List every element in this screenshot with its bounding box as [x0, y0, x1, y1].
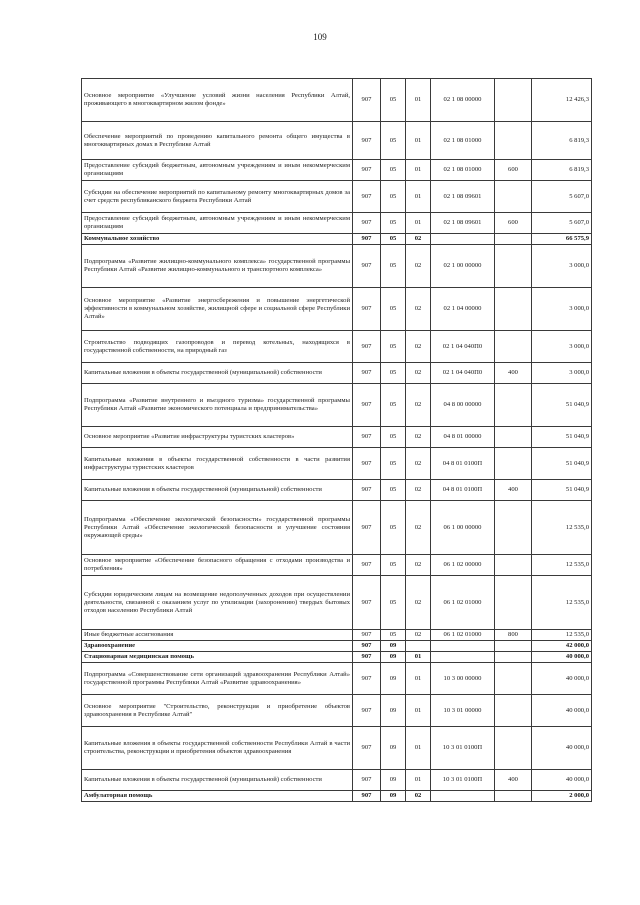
- cell-vr: [495, 122, 532, 160]
- cell-vr: [495, 331, 532, 363]
- cell-pr: 02: [406, 480, 431, 501]
- cell-vr: 400: [495, 770, 532, 791]
- cell-ved: 907: [353, 652, 381, 663]
- cell-rz: 05: [381, 288, 406, 331]
- cell-pr: 01: [406, 79, 431, 122]
- cell-csr: 06 1 02 00000: [431, 555, 495, 576]
- cell-vr: [495, 727, 532, 770]
- cell-ved: 907: [353, 160, 381, 181]
- cell-pr: 01: [406, 160, 431, 181]
- cell-pr: 01: [406, 695, 431, 727]
- table-row: [82, 641, 592, 652]
- cell-rz: 05: [381, 122, 406, 160]
- cell-name: Коммунальное хозяйство: [82, 234, 353, 245]
- cell-ved: 907: [353, 501, 381, 555]
- cell-pr: 01: [406, 213, 431, 234]
- cell-ved: 907: [353, 331, 381, 363]
- cell-sum: 5 607,0: [532, 181, 592, 213]
- table-row: [82, 245, 592, 288]
- table-row: [82, 160, 592, 181]
- cell-sum: 12 535,0: [532, 501, 592, 555]
- table-row: [82, 234, 592, 245]
- cell-ved: 907: [353, 448, 381, 480]
- cell-ved: 907: [353, 576, 381, 630]
- cell-csr: [431, 234, 495, 245]
- cell-vr: [495, 448, 532, 480]
- cell-pr: 02: [406, 630, 431, 641]
- table-row: [82, 501, 592, 555]
- table-row: [82, 576, 592, 630]
- cell-csr: 02 1 04 040П0: [431, 363, 495, 384]
- cell-pr: 02: [406, 331, 431, 363]
- cell-vr: [495, 695, 532, 727]
- table-row: [82, 480, 592, 501]
- cell-sum: 40 000,0: [532, 770, 592, 791]
- cell-vr: 400: [495, 480, 532, 501]
- table-row: [82, 122, 592, 160]
- cell-vr: 800: [495, 630, 532, 641]
- cell-vr: [495, 555, 532, 576]
- cell-rz: 05: [381, 555, 406, 576]
- cell-rz: 05: [381, 331, 406, 363]
- table-row: [82, 448, 592, 480]
- cell-name: Подпрограмма «Развитие жилищно-коммунального комплекса» государственной программы Республики Алтай «Развитие жилищно-коммунального и транспортного комплекса»: [82, 245, 353, 288]
- cell-sum: 12 535,0: [532, 630, 592, 641]
- cell-vr: [495, 181, 532, 213]
- cell-pr: 01: [406, 663, 431, 695]
- cell-csr: 04 8 01 00000: [431, 427, 495, 448]
- cell-pr: 02: [406, 288, 431, 331]
- cell-csr: 10 3 01 0100П: [431, 770, 495, 791]
- cell-rz: 05: [381, 363, 406, 384]
- budget-table: [81, 78, 592, 802]
- cell-vr: 400: [495, 363, 532, 384]
- cell-ved: 907: [353, 427, 381, 448]
- cell-name: Субсидии юридическим лицам на возмещение недополученных доходов при осуществлении деятельности, связанной с оказанием услуг по утилизации (захоронению) твердых бытовых отходов населению Республики Алтай: [82, 576, 353, 630]
- cell-vr: [495, 641, 532, 652]
- cell-rz: 05: [381, 181, 406, 213]
- table-row: [82, 727, 592, 770]
- cell-sum: 3 000,0: [532, 288, 592, 331]
- cell-rz: 05: [381, 245, 406, 288]
- cell-ved: 907: [353, 384, 381, 427]
- cell-pr: 02: [406, 384, 431, 427]
- cell-ved: 907: [353, 630, 381, 641]
- cell-vr: [495, 234, 532, 245]
- cell-ved: 907: [353, 555, 381, 576]
- cell-vr: [495, 79, 532, 122]
- cell-sum: 3 000,0: [532, 331, 592, 363]
- cell-csr: 04 8 00 00000: [431, 384, 495, 427]
- cell-vr: [495, 663, 532, 695]
- cell-vr: [495, 652, 532, 663]
- cell-pr: 01: [406, 122, 431, 160]
- cell-rz: 09: [381, 727, 406, 770]
- cell-csr: 02 1 08 09601: [431, 213, 495, 234]
- cell-rz: 09: [381, 791, 406, 802]
- cell-vr: [495, 576, 532, 630]
- table-row: [82, 695, 592, 727]
- cell-name: Обеспечение мероприятий по проведению капитального ремонта общего имущества в многоквартирных домах в Республике Алтай: [82, 122, 353, 160]
- cell-rz: 05: [381, 501, 406, 555]
- cell-vr: [495, 427, 532, 448]
- cell-name: Строительство подводящих газопроводов и перевод котельных, находящихся в государственной собственности, на природный газ: [82, 331, 353, 363]
- cell-pr: 02: [406, 576, 431, 630]
- cell-rz: 09: [381, 770, 406, 791]
- cell-pr: 02: [406, 245, 431, 288]
- cell-sum: 6 819,3: [532, 160, 592, 181]
- cell-sum: 51 040,9: [532, 384, 592, 427]
- cell-name: Капитальные вложения в объекты государственной собственности Республики Алтай в части строительства, реконструкции и приобретения объектов здравоохранения: [82, 727, 353, 770]
- cell-ved: 907: [353, 363, 381, 384]
- cell-csr: 02 1 08 01000: [431, 160, 495, 181]
- cell-name: Субсидии на обеспечение мероприятий по капитальному ремонту многоквартирных домов за счет средств республиканского бюджета Республики Алтай: [82, 181, 353, 213]
- cell-name: Капитальные вложения в объекты государственной собственности в части развития инфраструктуры туристских кластеров: [82, 448, 353, 480]
- cell-pr: 02: [406, 448, 431, 480]
- table-row: [82, 181, 592, 213]
- cell-ved: 907: [353, 245, 381, 288]
- table-row: [82, 555, 592, 576]
- cell-rz: 05: [381, 427, 406, 448]
- cell-ved: 907: [353, 234, 381, 245]
- cell-sum: 6 819,3: [532, 122, 592, 160]
- cell-sum: 12 535,0: [532, 555, 592, 576]
- cell-rz: 05: [381, 480, 406, 501]
- table-row: [82, 384, 592, 427]
- cell-name: Основное мероприятие "Строительство, реконструкция и приобретение объектов здравоохранения в Республике Алтай": [82, 695, 353, 727]
- cell-csr: 02 1 04 040П0: [431, 331, 495, 363]
- table-row: [82, 663, 592, 695]
- cell-ved: 907: [353, 79, 381, 122]
- cell-pr: 01: [406, 770, 431, 791]
- cell-csr: 02 1 04 00000: [431, 288, 495, 331]
- cell-csr: [431, 652, 495, 663]
- table-row: [82, 79, 592, 122]
- cell-name: Подпрограмма «Совершенствование сети организаций здравоохранения Республики Алтай» государственной программы Республики Алтай «Развитие здравоохранения»: [82, 663, 353, 695]
- cell-csr: 10 3 00 00000: [431, 663, 495, 695]
- cell-pr: 02: [406, 234, 431, 245]
- cell-pr: 02: [406, 363, 431, 384]
- cell-name: Стационарная медицинская помощь: [82, 652, 353, 663]
- cell-sum: 3 000,0: [532, 245, 592, 288]
- cell-ved: 907: [353, 641, 381, 652]
- cell-sum: 51 040,9: [532, 480, 592, 501]
- cell-rz: 05: [381, 448, 406, 480]
- cell-rz: 09: [381, 652, 406, 663]
- cell-vr: [495, 288, 532, 331]
- cell-rz: 05: [381, 384, 406, 427]
- cell-name: Предоставление субсидий бюджетным, автономным учреждениям и иным некоммерческим организациям: [82, 213, 353, 234]
- page-number: 109: [313, 32, 327, 42]
- cell-name: Основное мероприятие «Улучшение условий жизни населения Республики Алтай, проживающего в многоквартирном жилом фонде»: [82, 79, 353, 122]
- cell-name: Основное мероприятие «Развитие инфраструктуры туристских кластеров»: [82, 427, 353, 448]
- cell-name: Иные бюджетные ассигнования: [82, 630, 353, 641]
- cell-ved: 907: [353, 213, 381, 234]
- cell-sum: 66 575,9: [532, 234, 592, 245]
- cell-sum: 42 000,0: [532, 641, 592, 652]
- cell-rz: 05: [381, 234, 406, 245]
- cell-csr: 10 3 01 0100П: [431, 727, 495, 770]
- cell-ved: 907: [353, 663, 381, 695]
- cell-csr: 04 8 01 0100П: [431, 480, 495, 501]
- cell-rz: 05: [381, 213, 406, 234]
- cell-name: Подпрограмма «Обеспечение экологической безопасности» государственной программы Республики Алтай «Обеспечение экологической безопасности и улучшение состояния окружающей среды»: [82, 501, 353, 555]
- cell-ved: 907: [353, 770, 381, 791]
- cell-name: Основное мероприятие «Развитие энергосбережения и повышение энергетической эффективности в коммунальном хозяйстве, жилищной сфере и социальной сфере Республики Алтай»: [82, 288, 353, 331]
- cell-sum: 5 607,0: [532, 213, 592, 234]
- cell-name: Здравоохранение: [82, 641, 353, 652]
- cell-csr: 06 1 00 00000: [431, 501, 495, 555]
- cell-pr: 02: [406, 555, 431, 576]
- cell-csr: 02 1 08 09601: [431, 181, 495, 213]
- table-row: [82, 770, 592, 791]
- cell-rz: 05: [381, 576, 406, 630]
- cell-pr: 02: [406, 427, 431, 448]
- cell-vr: [495, 384, 532, 427]
- cell-name: Капитальные вложения в объекты государственной (муниципальной) собственности: [82, 363, 353, 384]
- table-row: [82, 652, 592, 663]
- cell-ved: 907: [353, 288, 381, 331]
- cell-name: Подпрограмма «Развитие внутреннего и въездного туризма» государственной программы Республики Алтай «Развитие экономического потенциала и предпринимательства»: [82, 384, 353, 427]
- cell-name: Основное мероприятие «Обеспечение безопасного обращения с отходами производства и потребления»: [82, 555, 353, 576]
- cell-name: Капитальные вложения в объекты государственной (муниципальной) собственности: [82, 480, 353, 501]
- cell-pr: 02: [406, 791, 431, 802]
- cell-csr: 02 1 00 00000: [431, 245, 495, 288]
- cell-ved: 907: [353, 791, 381, 802]
- budget-table-body: [82, 79, 592, 802]
- cell-sum: 12 426,3: [532, 79, 592, 122]
- cell-vr: [495, 245, 532, 288]
- cell-ved: 907: [353, 122, 381, 160]
- cell-name: Капитальные вложения в объекты государственной (муниципальной) собственности: [82, 770, 353, 791]
- cell-rz: 09: [381, 695, 406, 727]
- cell-pr: 02: [406, 501, 431, 555]
- cell-sum: 40 000,0: [532, 727, 592, 770]
- cell-sum: 51 040,9: [532, 448, 592, 480]
- cell-vr: 600: [495, 213, 532, 234]
- cell-sum: 12 535,0: [532, 576, 592, 630]
- cell-vr: [495, 501, 532, 555]
- cell-name: Предоставление субсидий бюджетным, автономным учреждениям и иным некоммерческим организациям: [82, 160, 353, 181]
- cell-sum: 40 000,0: [532, 663, 592, 695]
- cell-pr: [406, 641, 431, 652]
- cell-csr: [431, 641, 495, 652]
- cell-csr: [431, 791, 495, 802]
- cell-name: Амбулаторная помощь: [82, 791, 353, 802]
- cell-rz: 05: [381, 630, 406, 641]
- table-row: [82, 363, 592, 384]
- cell-rz: 05: [381, 160, 406, 181]
- table-row: [82, 213, 592, 234]
- cell-sum: 3 000,0: [532, 363, 592, 384]
- cell-csr: 06 1 02 01000: [431, 576, 495, 630]
- cell-rz: 09: [381, 663, 406, 695]
- cell-vr: [495, 791, 532, 802]
- cell-sum: 40 000,0: [532, 695, 592, 727]
- cell-sum: 51 040,9: [532, 427, 592, 448]
- cell-vr: 600: [495, 160, 532, 181]
- cell-csr: 10 3 01 00000: [431, 695, 495, 727]
- cell-ved: 907: [353, 181, 381, 213]
- cell-ved: 907: [353, 727, 381, 770]
- cell-sum: 40 000,0: [532, 652, 592, 663]
- cell-csr: 04 8 01 0100П: [431, 448, 495, 480]
- cell-pr: 01: [406, 727, 431, 770]
- cell-csr: 02 1 08 00000: [431, 79, 495, 122]
- table-row: [82, 427, 592, 448]
- table-row: [82, 630, 592, 641]
- cell-rz: 05: [381, 79, 406, 122]
- cell-ved: 907: [353, 480, 381, 501]
- cell-ved: 907: [353, 695, 381, 727]
- table-row: [82, 791, 592, 802]
- cell-pr: 01: [406, 652, 431, 663]
- cell-csr: 02 1 08 01000: [431, 122, 495, 160]
- table-row: [82, 288, 592, 331]
- cell-csr: 06 1 02 01000: [431, 630, 495, 641]
- table-row: [82, 331, 592, 363]
- cell-sum: 2 000,0: [532, 791, 592, 802]
- cell-pr: 01: [406, 181, 431, 213]
- cell-rz: 09: [381, 641, 406, 652]
